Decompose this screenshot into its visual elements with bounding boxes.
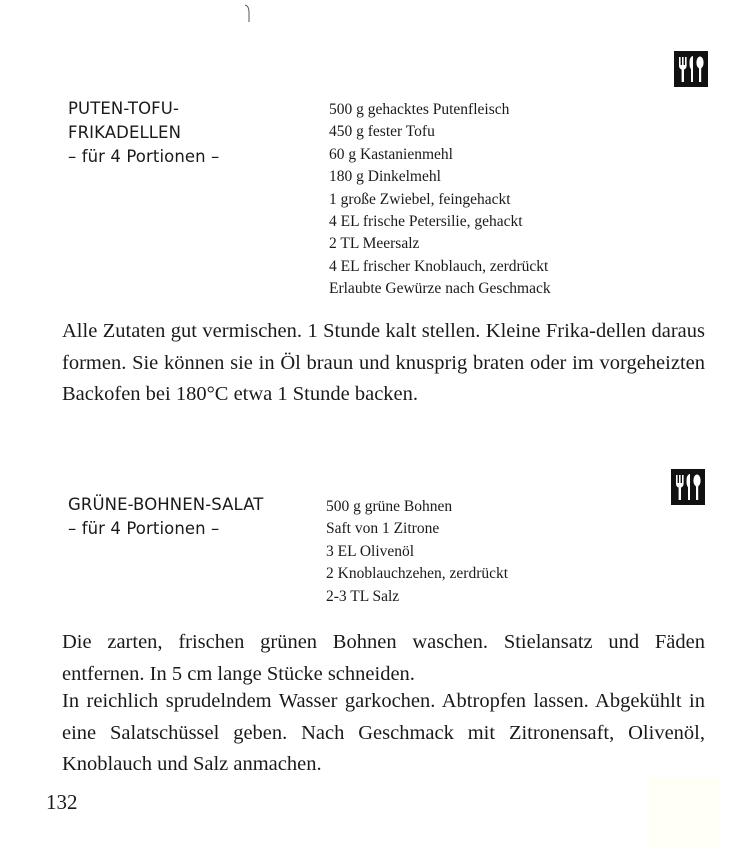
recipe-title-line: PUTEN-TOFU- (68, 99, 180, 118)
instructions-paragraph: In reichlich sprudelndem Wasser garkochen. Abtropfen lassen. Abgekühlt in eine Salatschüssel geben. Nach Geschmack mit Zitronensaft, Olivenöl, Knoblauch und Salz anmachen. (62, 690, 705, 775)
recipe-title (68, 493, 263, 541)
ingredient-item: 180 g Dinkelmehl (329, 168, 441, 186)
ingredient-item: Saft von 1 Zitrone (326, 520, 440, 538)
instructions-paragraph: Die zarten, frischen grünen Bohnen waschen. Stielansatz und Fäden entfernen. In 5 cm lange Stücke schneiden. (62, 631, 705, 685)
scan-artifact (648, 778, 720, 848)
page-number: 132 (46, 790, 78, 814)
ingredient-item: 2-3 TL Salz (326, 587, 400, 605)
ingredient-item: 4 EL frischer Knoblauch, zerdrückt (329, 257, 549, 275)
instructions-paragraph: Alle Zutaten gut vermischen. 1 Stunde kalt stellen. Kleine Frika-dellen daraus formen. Sie können sie in Öl braun und knusprig braten oder im vorgeheizten Backofen bei 180°C etwa 1 Stunde backen. (62, 320, 705, 405)
ingredient-item: 60 g Kastanienmehl (329, 145, 453, 163)
recipe-title-line: FRIKADELLEN (68, 123, 182, 142)
ingredient-item: 500 g gehacktes Putenfleisch (329, 101, 510, 118)
scan-artifact (245, 4, 251, 24)
ingredient-item: 3 EL Olivenöl (326, 542, 415, 560)
ingredient-item: 1 große Zwiebel, feingehackt (329, 190, 511, 208)
cutlery-icon (674, 51, 708, 87)
ingredient-list (326, 496, 508, 608)
recipe-title-line: GRÜNE-BOHNEN-SALAT (68, 495, 264, 514)
ingredient-item: 2 TL Meersalz (329, 235, 420, 253)
ingredient-item: 500 g grüne Bohnen (326, 498, 453, 515)
ingredient-item: Erlaubte Gewürze nach Geschmack (329, 280, 551, 298)
ingredient-item: 450 g fester Tofu (329, 123, 435, 141)
ingredient-item: 4 EL frische Petersilie, gehackt (329, 213, 523, 231)
ingredient-item: 2 Knoblauchzehen, zerdrückt (326, 565, 509, 583)
recipe-servings: – für 4 Portionen – (68, 519, 220, 538)
cutlery-icon (671, 469, 705, 505)
recipe-servings: – für 4 Portionen – (68, 147, 220, 166)
ingredient-list (329, 99, 551, 301)
recipe-title (68, 97, 219, 169)
